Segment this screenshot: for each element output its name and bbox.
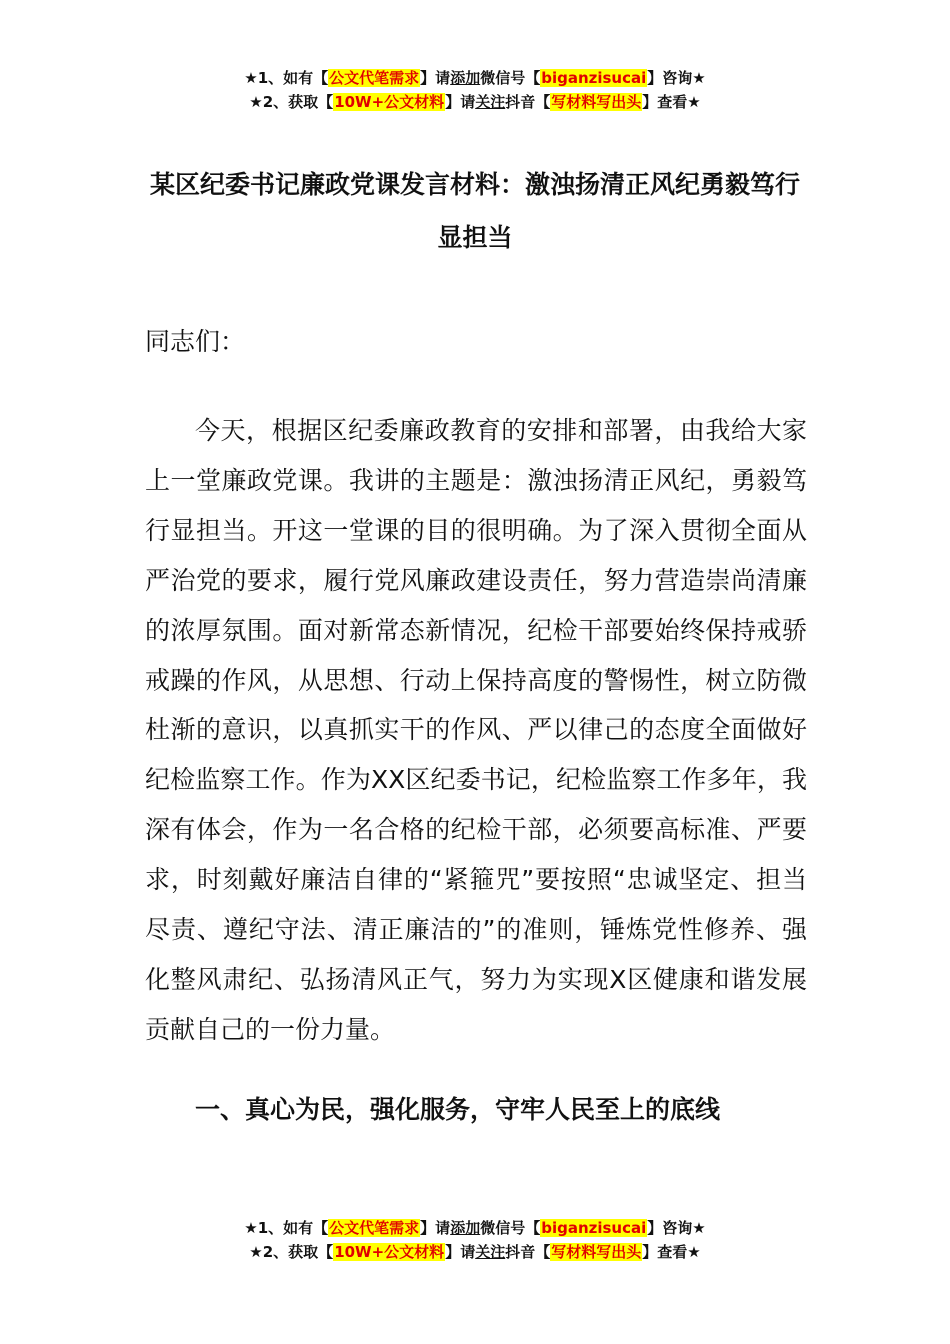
- header-banner: [0, 66, 950, 114]
- footer-banner: [0, 1216, 950, 1264]
- banner-highlight: 写材料写出头: [551, 93, 642, 111]
- banner-line-2: ★2、获取【10W+公文材料】请关注抖音【写材料写出头】查看★: [249, 1243, 701, 1261]
- greeting: 同志们：: [145, 327, 246, 356]
- banner-highlight: 10W+公文材料: [334, 1243, 445, 1261]
- banner-highlight: 10W+公文材料: [334, 93, 445, 111]
- section-heading: 一、真心为民，强化服务，守牢人民至上的底线: [195, 1095, 721, 1124]
- banner-line-1: ★1、如有【公文代笔需求】请添加微信号【biganzisucai】咨询★: [244, 1219, 706, 1237]
- banner-line-2: ★2、获取【10W+公文材料】请关注抖音【写材料写出头】查看★: [249, 93, 701, 111]
- banner-line-1: ★1、如有【公文代笔需求】请添加微信号【biganzisucai】咨询★: [244, 69, 706, 87]
- body-paragraph: 今天，根据区纪委廉政教育的安排和部署，由我给大家上一堂廉政党课。我讲的主题是：激浊扬清正风纪，勇毅笃行显担当。开这一堂课的目的很明确。为了深入贯彻全面从严治党的要求，履行党风廉政建设责任，努力营造崇尚清廉的浓厚氛围。面对新常态新情况，纪检干部要始终保持戒骄戒躁的作风，从思想、行动上保持高度的警惕性，树立防微杜渐的意识，以真抓实干的作风、严以律己的态度全面做好纪检监察工作。作为XX区纪委书记，纪检监察工作多年，我深有体会，作为一名合格的纪检干部，必须要高标准、严要求，时刻戴好廉洁自律的“紧箍咒”要按照“忠诚坚定、担当尽责、遵纪守法、清正廉洁的”的准则，锤炼党性修养、强化整风肃纪、弘扬清风正气，努力为实现X区健康和谐发展贡献自己的一份力量。: [145, 416, 807, 1044]
- banner-highlight: biganzisucai: [541, 1219, 647, 1237]
- banner-highlight: 公文代笔需求: [329, 69, 420, 87]
- banner-highlight: 公文代笔需求: [329, 1219, 420, 1237]
- document-title: 某区纪委书记廉政党课发言材料：激浊扬清正风纪勇毅笃行显担当: [150, 170, 801, 252]
- banner-highlight: 写材料写出头: [551, 1243, 642, 1261]
- banner-highlight: biganzisucai: [541, 69, 647, 87]
